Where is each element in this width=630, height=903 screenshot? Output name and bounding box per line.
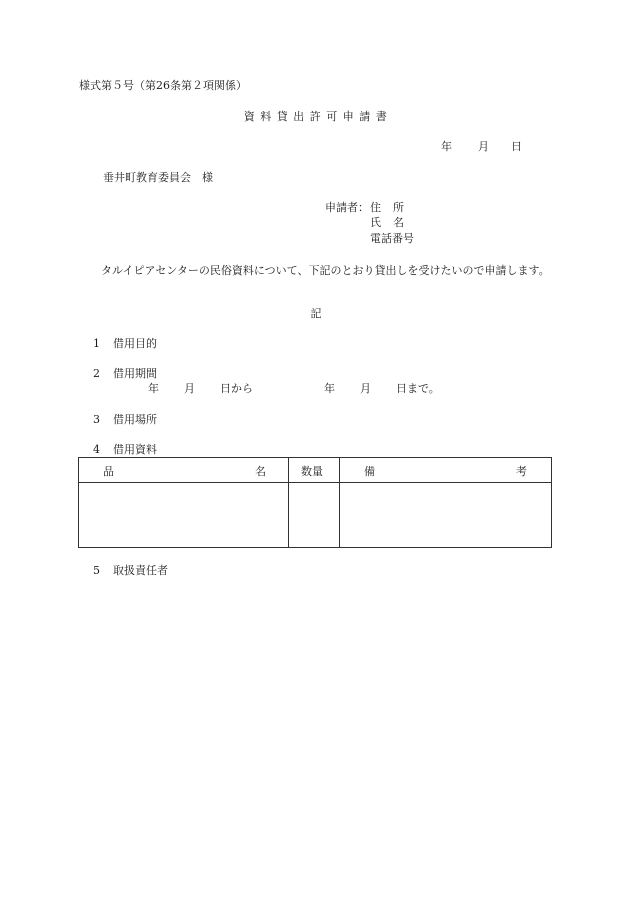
date-month: 月: [478, 140, 489, 153]
item-number: 4: [93, 443, 100, 456]
ki-heading: 記: [310, 307, 322, 320]
table-header-row: [79, 458, 552, 483]
header-remarks-left: 備: [364, 465, 375, 478]
period-from-month: 月: [184, 382, 195, 395]
addressee: 垂井町教育委員会 様: [103, 171, 213, 184]
materials-table: [78, 457, 552, 548]
header-name-left: 品: [103, 465, 114, 478]
date-day: 日: [511, 140, 522, 153]
item-label: 借用目的: [113, 337, 157, 350]
cell-item-name[interactable]: [79, 483, 289, 548]
cell-quantity[interactable]: [289, 483, 340, 548]
item-label: 取扱責任者: [113, 564, 168, 577]
header-quantity-label: 数量: [301, 465, 323, 478]
applicant-name-label: 氏名: [370, 216, 416, 229]
period-from-day: 日から: [220, 382, 253, 395]
header-quantity: [289, 458, 340, 483]
item-materials: [93, 443, 157, 457]
document-title: 資料貸出許可申請書: [243, 110, 393, 123]
cell-remarks[interactable]: [340, 483, 552, 548]
applicant-address-label: 住所: [370, 201, 416, 214]
item-number: 2: [93, 367, 100, 380]
period-to-year: 年: [324, 382, 335, 395]
item-label: 借用期間: [113, 367, 157, 380]
period-to-day: 日まで。: [396, 382, 440, 395]
table-row: [79, 483, 552, 548]
date-year: 年: [441, 140, 452, 153]
period-to-month: 月: [360, 382, 371, 395]
form-reference: 様式第５号（第26条第２項関係）: [79, 79, 247, 92]
applicant-label: 申請者：: [325, 201, 369, 214]
item-responsible-person: [93, 564, 168, 578]
period-line: [0, 382, 630, 396]
request-body-text: タルイピアセンターの民俗資料について、下記のとおり貸出しを受けたいので申請します。: [101, 264, 550, 277]
header-remarks-right: 考: [516, 465, 527, 478]
item-number: 5: [93, 564, 100, 577]
item-number: 1: [93, 337, 100, 350]
item-purpose: [93, 337, 157, 351]
item-period: [93, 367, 157, 381]
header-name-right: 名: [255, 465, 266, 478]
period-from-year: 年: [148, 382, 159, 395]
applicant-phone-label: 電話番号: [370, 232, 414, 245]
item-number: 3: [93, 413, 100, 426]
header-item-name: [79, 458, 289, 483]
item-label: 借用資料: [113, 443, 157, 456]
header-remarks: [340, 458, 552, 483]
item-label: 借用場所: [113, 413, 157, 426]
item-location: [93, 413, 157, 427]
